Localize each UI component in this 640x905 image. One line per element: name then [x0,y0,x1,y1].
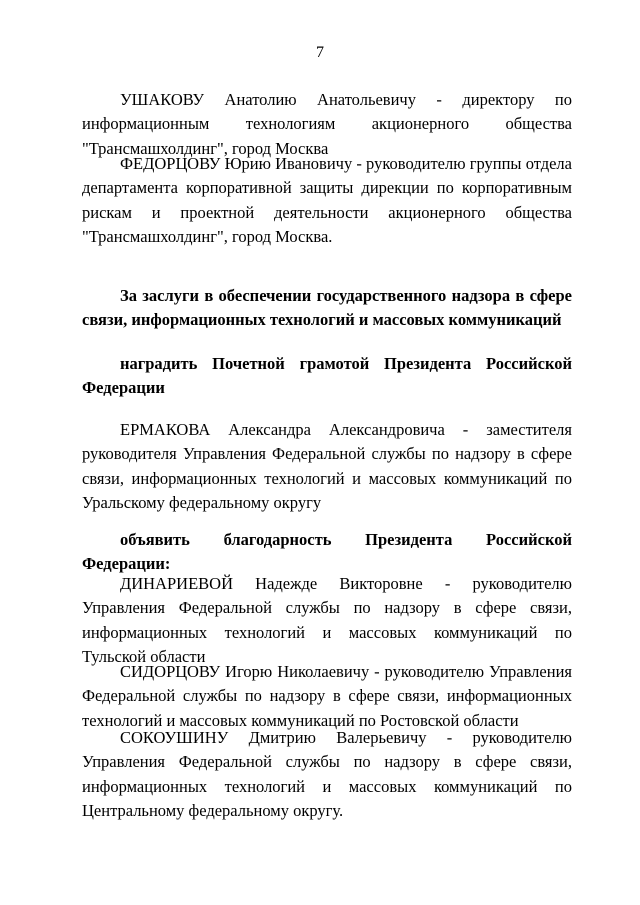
heading-award-certificate: наградить Почетной грамотой Президента Российской Федерации [82,354,572,398]
paragraph-sokoushin: СОКОУШИНУ Дмитрию Валерьевичу - руководителю Управления Федеральной службы по надзору в сфере связи, информационных технологий и массовых коммуникаций по Центральному федеральному округу. [82,728,572,821]
paragraph-fedortsov: ФЕДОРЦОВУ Юрию Ивановичу - руководителю группы отдела департамента корпоративной защиты дирекции по корпоративным рискам и проектной деятельности акционерного общества "Трансмашхолдинг", город Москва. [82,154,572,247]
paragraph-dinarieva: ДИНАРИЕВОЙ Надежде Викторовне - руководителю Управления Федеральной службы по надзору в сфере связи, информационных технологий и массовых коммуникаций по Тульской области [82,574,572,667]
paragraph-sidortsov: СИДОРЦОВУ Игорю Николаевичу - руководителю Управления Федеральной службы по надзору в сфере связи, информационных технологий и массовых коммуникаций по Ростовской области [82,662,572,730]
heading-gratitude: объявить благодарность Президента Российской Федерации: [82,530,572,574]
paragraph-ushakov: УШАКОВУ Анатолию Анатольевичу - директору по информационным технологиям акционерного общества "Трансмашхолдинг", город Москва [82,90,572,158]
page-number: 7 [316,44,324,61]
paragraph-ermakov: ЕРМАКОВА Александра Александровича - заместителя руководителя Управления Федеральной службы по надзору в сфере связи, информационных технологий и массовых коммуникаций по Уральскому федеральному округу [82,420,572,513]
heading-merits: За заслуги в обеспечении государственного надзора в сфере связи, информационных технологий и массовых коммуникаций [82,286,572,330]
